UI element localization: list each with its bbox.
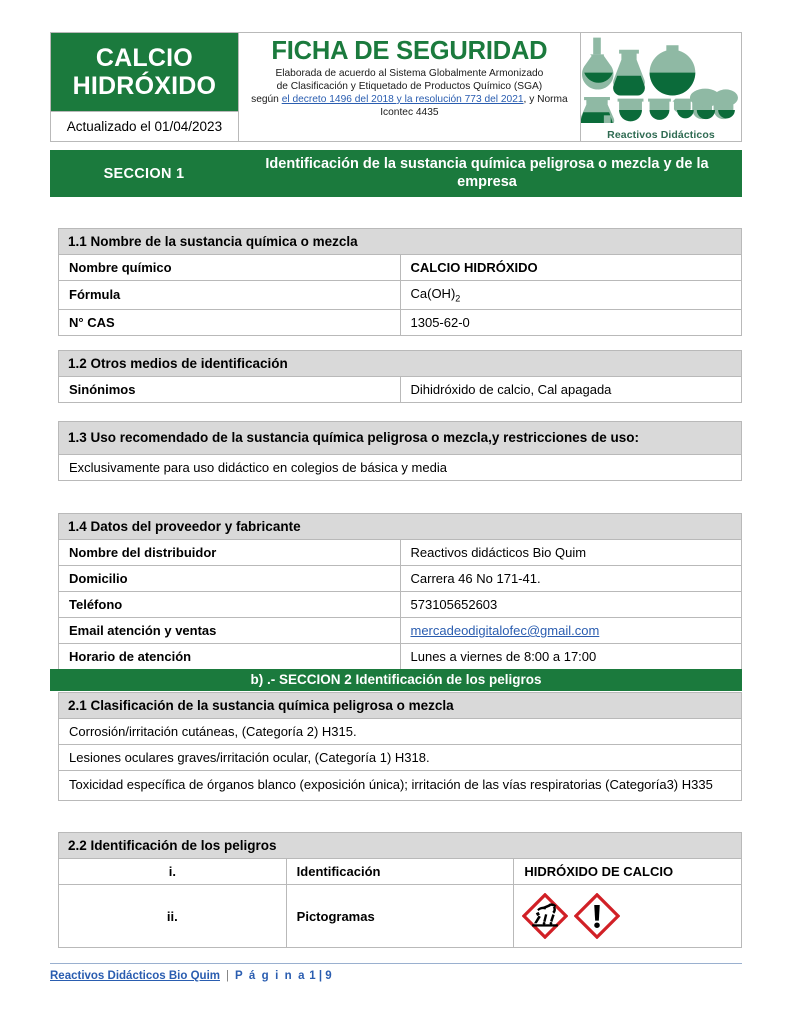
table-row — [59, 309, 742, 335]
sheet-subtitle — [247, 67, 572, 119]
pictogram-group — [522, 890, 733, 942]
logo-caption: Reactivos Didácticos — [607, 129, 715, 141]
sheet-sub-suffix: , y Norma Icontec 4435 — [380, 93, 568, 118]
table-row — [59, 859, 742, 885]
table-row — [59, 540, 742, 566]
row-label-distribuidor: Nombre del distribuidor — [59, 540, 401, 566]
table-header-row — [59, 514, 742, 540]
table-row — [59, 377, 742, 403]
header-center-panel — [239, 33, 581, 141]
block-2-2-header: 2.2 Identificación de los peligros — [59, 833, 742, 859]
row-value-horario: Lunes a viernes de 8:00 a 17:00 — [400, 644, 742, 670]
table-header-row — [59, 422, 742, 455]
product-title: CALCIO HIDRÓXIDO — [51, 33, 238, 111]
section-1-title: Identificación de la sustancia química peligrosa o mezcla y de la empresa — [265, 156, 709, 190]
row-value-email — [400, 618, 742, 644]
page-footer — [50, 963, 742, 982]
document-header — [50, 32, 742, 142]
block-1-3-body: Exclusivamente para uso didáctico en colegios de básica y media — [59, 454, 742, 480]
table-header-row — [59, 229, 742, 255]
row-label-cas: N° CAS — [59, 309, 401, 335]
row-label-identificacion: Identificación — [286, 859, 514, 885]
row-value-sinonimos: Dihidróxido de calcio, Cal apagada — [400, 377, 742, 403]
row-value-nombre-quimico: CALCIO HIDRÓXIDO — [400, 255, 742, 281]
regulation-link[interactable]: el decreto 1496 del 2018 y la resolución 773 del 2021 — [281, 93, 524, 105]
hazard-item-2: Lesiones oculares graves/irritación ocular, (Categoría 1) H318. — [59, 745, 742, 771]
table-row — [59, 566, 742, 592]
row-label-formula: Fórmula — [59, 281, 401, 310]
ghs-exclamation-icon — [574, 893, 620, 939]
row-label-nombre-quimico: Nombre químico — [59, 255, 401, 281]
footer-company-link[interactable]: Reactivos Didácticos Bio Quim — [50, 970, 220, 982]
hazard-item-3: Toxicidad específica de órganos blanco (exposición única); irritación de las vías respiratorias (Categoría3) H335 — [59, 771, 742, 801]
section-1-banner — [50, 150, 742, 197]
bioquim-logo — [581, 33, 741, 141]
row-value-pictogramas — [514, 885, 742, 948]
block-2-1-header: 2.1 Clasificación de la sustancia química peligrosa o mezcla — [59, 693, 742, 719]
row-value-identificacion: HIDRÓXIDO DE CALCIO — [514, 859, 742, 885]
section-2-banner: b) .- SECCION 2 Identificación de los peligros — [50, 669, 742, 691]
row-label-telefono: Teléfono — [59, 592, 401, 618]
section-1-tag: SECCION 1 — [103, 165, 185, 182]
row-value-telefono: 573105652603 — [400, 592, 742, 618]
table-header-row — [59, 693, 742, 719]
row-label-email: Email atención y ventas — [59, 618, 401, 644]
row-value-domicilio: Carrera 46 No 171-41. — [400, 566, 742, 592]
block-1-3-header: 1.3 Uso recomendado de la sustancia química peligrosa o mezcla,y restricciones de uso: — [59, 422, 742, 455]
table-2-2 — [58, 832, 742, 948]
row-value-cas: 1305-62-0 — [400, 309, 742, 335]
table-1-4 — [58, 513, 742, 670]
updated-date: Actualizado el 01/04/2023 — [51, 111, 238, 141]
sheet-sub-prefix: según — [251, 93, 282, 105]
bioquim-logo-mark — [581, 33, 741, 123]
footer-separator: | — [226, 970, 229, 982]
row-value-formula: $Ca(OH)_2$ — [400, 281, 742, 310]
table-1-3 — [58, 421, 742, 481]
header-logo-panel — [581, 33, 741, 141]
footer-page-label: P á g i n a — [235, 970, 307, 982]
table-row — [59, 719, 742, 745]
block-1-1-header: 1.1 Nombre de la sustancia química o mezcla — [59, 229, 742, 255]
numeral-ii: ii. — [59, 885, 287, 948]
numeral-i: i. — [59, 859, 287, 885]
row-value-distribuidor: Reactivos didácticos Bio Quim — [400, 540, 742, 566]
block-1-2-header: 1.2 Otros medios de identificación — [59, 351, 742, 377]
email-link[interactable]: mercadeodigitalofec@gmail.com — [410, 623, 600, 638]
row-label-pictogramas: Pictogramas — [286, 885, 514, 948]
table-row — [59, 618, 742, 644]
row-label-horario: Horario de atención — [59, 644, 401, 670]
table-row — [59, 454, 742, 480]
table-row — [59, 644, 742, 670]
table-row — [59, 745, 742, 771]
table-1-2 — [58, 350, 742, 403]
row-label-domicilio: Domicilio — [59, 566, 401, 592]
table-row — [59, 885, 742, 948]
row-label-sinonimos: Sinónimos — [59, 377, 401, 403]
sheet-sub-line2: de Clasificación y Etiquetado de Productos Químico (SGA) — [276, 80, 543, 92]
table-row — [59, 281, 742, 310]
sheet-sub-line1: Elaborada de acuerdo al Sistema Globalmente Armonizado — [275, 67, 544, 79]
table-row — [59, 255, 742, 281]
table-row — [59, 592, 742, 618]
table-row — [59, 771, 742, 801]
table-2-1 — [58, 692, 742, 801]
ghs-corrosion-icon — [522, 893, 568, 939]
header-left-panel — [51, 33, 239, 141]
block-1-4-header: 1.4 Datos del proveedor y fabricante — [59, 514, 742, 540]
table-header-row — [59, 351, 742, 377]
sheet-title: FICHA DE SEGURIDAD — [271, 37, 548, 65]
table-header-row — [59, 833, 742, 859]
table-1-1 — [58, 228, 742, 336]
hazard-item-1: Corrosión/irritación cutáneas, (Categoría 2) H315. — [59, 719, 742, 745]
footer-page-number: 1 | 9 — [306, 970, 332, 982]
